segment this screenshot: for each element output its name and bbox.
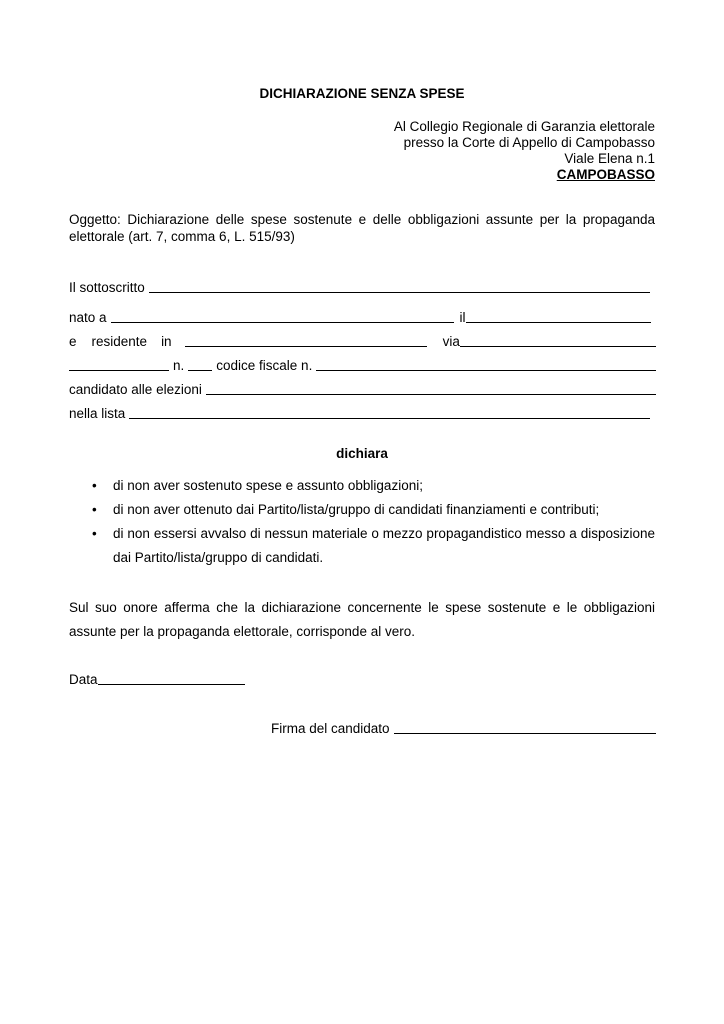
address-city: CAMPOBASSO [556,167,655,182]
candidato-row [69,381,656,397]
bullet-text: di non aver ottenuto dai Partito/lista/gruppo di candidati finanziamenti e contributi; [113,502,600,517]
lista-row [69,405,656,421]
sottoscritto-row [69,279,656,295]
street-number-field[interactable] [188,357,212,371]
signature-field[interactable] [394,720,656,734]
lista-field[interactable] [129,405,650,419]
sottoscritto-label: Il sottoscritto [69,280,145,295]
firma-label: Firma del candidato [271,721,390,736]
list-item [92,498,655,522]
residente-label: residente [91,334,148,349]
bullet-dot: • [92,502,97,517]
il-label: il [459,310,466,325]
sottoscritto-field[interactable] [149,279,650,293]
via-label: via [442,334,460,349]
bullet-dot: • [92,478,97,493]
document-title: DICHIARAZIONE SENZA SPESE [259,86,465,101]
residenza-row [69,333,656,349]
candidato-label: candidato alle elezioni [69,382,202,397]
subject-paragraph: Oggetto: Dichiarazione delle spese sostenute e delle obbligazioni assunte per la propaganda elettorale (art. 7, comma 6, L. 515/93) [69,212,655,244]
list-item [92,474,655,498]
data-label: Data [69,672,98,687]
codice-label: codice fiscale n. [216,358,313,373]
lista-label: nella lista [69,406,126,421]
data-row [69,671,269,687]
date-field[interactable] [98,671,245,685]
elezioni-field[interactable] [206,381,656,395]
e-label: e [69,334,77,349]
address-line-3: Viale Elena n.1 [564,151,655,166]
nato-field[interactable] [111,309,454,323]
closing-paragraph: Sul suo onore afferma che la dichiarazione concernente le spese sostenute e le obbligazioni assunte per la propaganda elettorale, corrisponde al vero. [69,600,655,639]
bullet-list [92,474,655,570]
dichiara-heading: dichiara [336,446,388,461]
bullet-text: di non essersi avvalso di nessun materiale o mezzo propagandistico messo a disposizione dai Partito/lista/gruppo di candidati. [113,526,655,565]
address-line-1: Al Collegio Regionale di Garanzia elettorale [393,119,655,134]
codice-fiscale-field[interactable] [316,357,656,371]
firma-row [271,720,656,736]
list-item [92,522,655,570]
address-line-2: presso la Corte di Appello di Campobasso [403,135,655,150]
bullet-dot: • [92,526,97,541]
via-field[interactable] [460,333,656,347]
n-label: n. [173,358,185,373]
street-field[interactable] [69,357,169,371]
nato-label: nato a [69,310,107,325]
nato-row [69,309,656,325]
birthdate-field[interactable] [466,309,651,323]
bullet-text: di non aver sostenuto spese e assunto obbligazioni; [113,478,423,493]
in-label: in [161,334,172,349]
codice-row [69,357,656,373]
residenza-field[interactable] [185,333,427,347]
